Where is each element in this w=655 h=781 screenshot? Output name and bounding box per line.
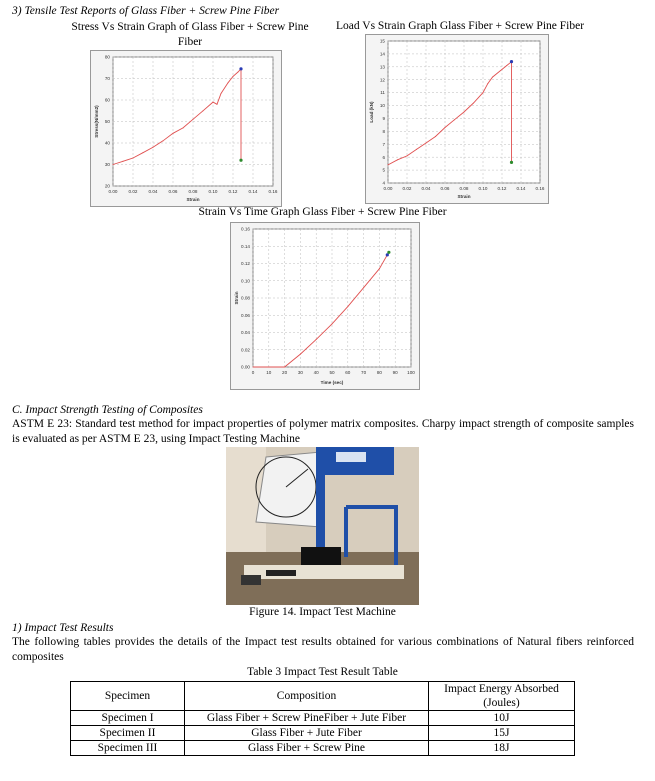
y-tick-label: 4 (382, 180, 385, 186)
x-tick-label: 90 (392, 370, 398, 375)
table-row (71, 711, 575, 726)
table-caption: Table 3 Impact Test Result Table (247, 666, 398, 678)
data-point (426, 142, 427, 143)
y-tick-label: 0.00 (241, 364, 250, 370)
data-point (253, 367, 254, 368)
impact-machine-illustration (226, 447, 419, 605)
x-tick-label: 30 (297, 370, 303, 375)
data-point (332, 323, 333, 324)
data-point (379, 268, 380, 269)
y-tick-label: 0.14 (241, 243, 250, 249)
data-point (173, 133, 174, 134)
impact-machine-photo (226, 447, 419, 605)
y-tick-label: 14 (379, 51, 385, 57)
y-tick-label: 40 (104, 140, 110, 146)
section-heading-tensile: 3) Tensile Test Reports of Glass Fiber + Screw Pine Fiber (12, 5, 280, 17)
end-marker (239, 67, 242, 70)
data-point (388, 164, 389, 165)
strain-time-chart (230, 222, 420, 390)
header-composition: Composition (185, 682, 429, 711)
cell-energy: 10J (429, 711, 575, 726)
y-tick-label: 15 (379, 38, 385, 44)
x-tick-label: 0.08 (459, 186, 469, 191)
stress-caption-line2: Fiber (177, 36, 203, 48)
y-tick-label: 7 (382, 141, 385, 147)
y-tick-label: 0.16 (241, 226, 250, 232)
y-axis-label: Strain (234, 291, 239, 305)
stress-caption-line1: Stress Vs Strain Graph of Glass Fiber + Screw Pine (71, 21, 309, 33)
y-axis-label: Load (kN) (369, 101, 374, 123)
x-axis-label: Strain (457, 194, 471, 199)
stress-strain-chart (90, 50, 282, 207)
y-tick-label: 0.08 (241, 295, 250, 301)
data-point (163, 140, 164, 141)
cell-energy: 15J (429, 726, 575, 741)
data-point (221, 93, 222, 94)
end-marker (387, 251, 390, 254)
cell-energy: 18J (429, 741, 575, 756)
y-tick-label: 11 (380, 90, 385, 96)
data-point (397, 159, 398, 160)
data-point (123, 161, 124, 162)
x-tick-label: 100 (407, 370, 415, 375)
data-point (483, 92, 484, 93)
x-tick-label: 0.10 (208, 189, 218, 194)
y-tick-label: 70 (104, 76, 110, 82)
x-axis-label: Time (sec) (320, 380, 344, 385)
y-tick-label: 50 (104, 119, 110, 125)
y-tick-label: 5 (382, 167, 385, 173)
header-specimen: Specimen (71, 682, 185, 711)
data-point (133, 158, 134, 159)
y-tick-label: 13 (379, 64, 385, 70)
header-impact-energy: Impact Energy Absorbed (Joules) (429, 682, 575, 711)
x-tick-label: 0.16 (535, 186, 545, 191)
load-strain-svg (366, 35, 548, 203)
impact-results-heading: 1) Impact Test Results (12, 622, 114, 634)
data-point (113, 164, 114, 165)
y-tick-label: 0.04 (241, 330, 250, 336)
x-tick-label: 70 (361, 370, 367, 375)
data-point (407, 155, 408, 156)
data-point (300, 354, 301, 355)
data-point (454, 119, 455, 120)
data-point (435, 136, 436, 137)
x-tick-label: 0.10 (478, 186, 488, 191)
data-point (213, 102, 214, 103)
data-point (506, 65, 507, 66)
x-tick-label: 0.00 (383, 186, 393, 191)
y-tick-label: 30 (104, 162, 110, 168)
x-tick-label: 0.04 (148, 189, 158, 194)
data-point (347, 306, 348, 307)
cell-composition: Glass Fiber + Screw PineFiber + Jute Fiber (185, 711, 429, 726)
y-tick-label: 0.10 (241, 278, 250, 284)
time-chart-caption: Strain Vs Time Graph Glass Fiber + Screw Pine Fiber (198, 206, 447, 218)
figure-14-caption: Figure 14. Impact Test Machine (249, 606, 396, 618)
data-point (153, 147, 154, 148)
y-tick-label: 0.06 (241, 312, 250, 318)
x-tick-label: 80 (376, 370, 382, 375)
x-tick-label: 0.08 (188, 189, 198, 194)
strain-time-svg (231, 223, 419, 389)
cell-composition: Glass Fiber + Screw Pine (185, 741, 429, 756)
x-axis-label: Strain (186, 197, 200, 202)
cell-specimen: Specimen II (71, 726, 185, 741)
load-strain-chart (365, 34, 549, 204)
cell-specimen: Specimen I (71, 711, 185, 726)
x-tick-label: 0.16 (268, 189, 278, 194)
cell-composition: Glass Fiber + Jute Fiber (185, 726, 429, 741)
y-tick-label: 9 (382, 116, 385, 122)
section-heading-impact: C. Impact Strength Testing of Composites (12, 404, 203, 416)
end-marker (239, 159, 242, 162)
table-row (71, 726, 575, 741)
x-tick-label: 40 (313, 370, 319, 375)
data-point (284, 367, 285, 368)
y-tick-label: 80 (104, 54, 110, 60)
impact-results-paragraph: The following tables provides the details of the Impact test results obtained for various combinations of Natural fibers reinforced composites (12, 636, 634, 663)
data-point (445, 127, 446, 128)
y-tick-label: 60 (104, 97, 110, 103)
x-tick-label: 10 (266, 370, 272, 375)
x-tick-label: 20 (282, 370, 288, 375)
data-point (464, 112, 465, 113)
data-point (203, 110, 204, 111)
cell-specimen: Specimen III (71, 741, 185, 756)
table-header-row (71, 682, 575, 711)
data-point (487, 83, 488, 84)
data-point (238, 72, 239, 73)
x-tick-label: 0.14 (248, 189, 258, 194)
y-tick-label: 20 (104, 183, 110, 189)
end-marker (510, 60, 513, 63)
y-axis-label: Stress(N/mm2) (94, 105, 99, 138)
y-tick-label: 0.02 (241, 347, 250, 353)
data-point (473, 102, 474, 103)
data-point (316, 339, 317, 340)
x-tick-label: 0.04 (421, 186, 431, 191)
data-point (233, 76, 234, 77)
table-row (71, 741, 575, 756)
x-tick-label: 0.06 (440, 186, 450, 191)
data-point (502, 69, 503, 70)
data-point (228, 82, 229, 83)
load-chart-caption: Load Vs Strain Graph Glass Fiber + Screw Pine Fiber (335, 20, 585, 32)
impact-result-table (70, 681, 575, 756)
data-point (416, 149, 417, 150)
data-point (183, 127, 184, 128)
data-point (363, 287, 364, 288)
data-point (217, 104, 218, 105)
end-marker (510, 161, 513, 164)
y-tick-label: 8 (382, 128, 385, 134)
data-point (492, 77, 493, 78)
data-point (143, 152, 144, 153)
y-tick-label: 10 (379, 103, 385, 109)
x-tick-label: 0.06 (168, 189, 178, 194)
stress-strain-svg (91, 51, 281, 206)
x-tick-label: 0.02 (402, 186, 412, 191)
impact-paragraph: ASTM E 23: Standard test method for impact properties of polymer matrix composites. Charpy impact strength of composite samples is evaluated as per ASTM E 23, using Impact Testing Machine (12, 418, 634, 445)
x-tick-label: 0.02 (128, 189, 138, 194)
x-tick-label: 0.12 (228, 189, 238, 194)
x-tick-label: 60 (345, 370, 351, 375)
stress-chart-caption (40, 20, 340, 50)
x-tick-label: 0.12 (497, 186, 507, 191)
y-tick-label: 12 (379, 77, 385, 83)
data-point (193, 119, 194, 120)
x-tick-label: 0.14 (516, 186, 526, 191)
y-tick-label: 0.12 (241, 261, 250, 267)
x-tick-label: 50 (329, 370, 335, 375)
y-tick-label: 6 (382, 154, 385, 160)
x-tick-label: 0.00 (108, 189, 118, 194)
x-tick-label: 0 (251, 370, 255, 375)
